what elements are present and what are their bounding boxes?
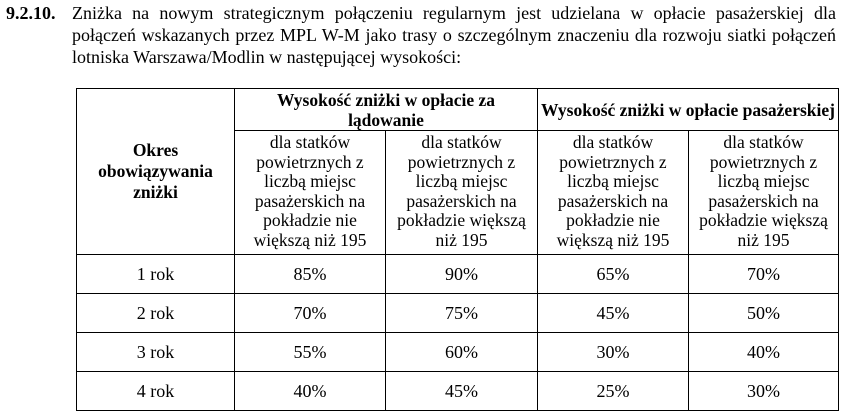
passenger-fee-discount-header: Wysokość zniżki w opłacie pasażerskiej — [538, 89, 839, 131]
value-cell: 90% — [386, 255, 538, 294]
subheader-passenger-over195: dla statków powietrznych z liczbą miejsc pasażerskich na pokładzie większą niż 195 — [689, 131, 839, 255]
value-cell: 45% — [538, 294, 689, 333]
table-row — [77, 333, 839, 372]
clause-number: 9.2.10. — [6, 3, 56, 23]
value-cell: 70% — [689, 255, 839, 294]
value-cell: 50% — [689, 294, 839, 333]
value-cell: 75% — [386, 294, 538, 333]
period-cell: 3 rok — [77, 333, 235, 372]
landing-fee-discount-header: Wysokość zniżki w opłacie za lądowanie — [235, 89, 538, 131]
value-cell: 85% — [235, 255, 386, 294]
value-cell: 25% — [538, 372, 689, 411]
value-cell: 55% — [235, 333, 386, 372]
value-cell: 40% — [689, 333, 839, 372]
subheader-landing-max195: dla statków powietrznych z liczbą miejsc pasażerskich na pokładzie nie większą niż 195 — [235, 131, 386, 255]
subheader-landing-over195: dla statków powietrznych z liczbą miejsc pasażerskich na pokładzie większą niż 195 — [386, 131, 538, 255]
clause-text: Zniżka na nowym strategicznym połączeniu regularnym jest udzielana w opłacie pasażerskiej dla połączeń wskazanych przez MPL W-M jako trasy o szczególnym znaczeniu dla rozwoju siatki połączeń lotniska Warszawa/Modlin w następującej wysokości: — [72, 3, 836, 67]
discount-table — [76, 88, 839, 411]
period-cell: 1 rok — [77, 255, 235, 294]
subheader-passenger-max195: dla statków powietrznych z liczbą miejsc pasażerskich na pokładzie nie większą niż 195 — [538, 131, 689, 255]
value-cell: 30% — [689, 372, 839, 411]
value-cell: 40% — [235, 372, 386, 411]
value-cell: 60% — [386, 333, 538, 372]
period-cell: 4 rok — [77, 372, 235, 411]
period-cell: 2 rok — [77, 294, 235, 333]
table-row — [77, 294, 839, 333]
value-cell: 65% — [538, 255, 689, 294]
value-cell: 45% — [386, 372, 538, 411]
period-header: Okres obowiązywania zniżki — [77, 89, 235, 255]
value-cell: 30% — [538, 333, 689, 372]
clause-9-2-10 — [6, 2, 836, 68]
table-row — [77, 372, 839, 411]
value-cell: 70% — [235, 294, 386, 333]
table-row — [77, 255, 839, 294]
